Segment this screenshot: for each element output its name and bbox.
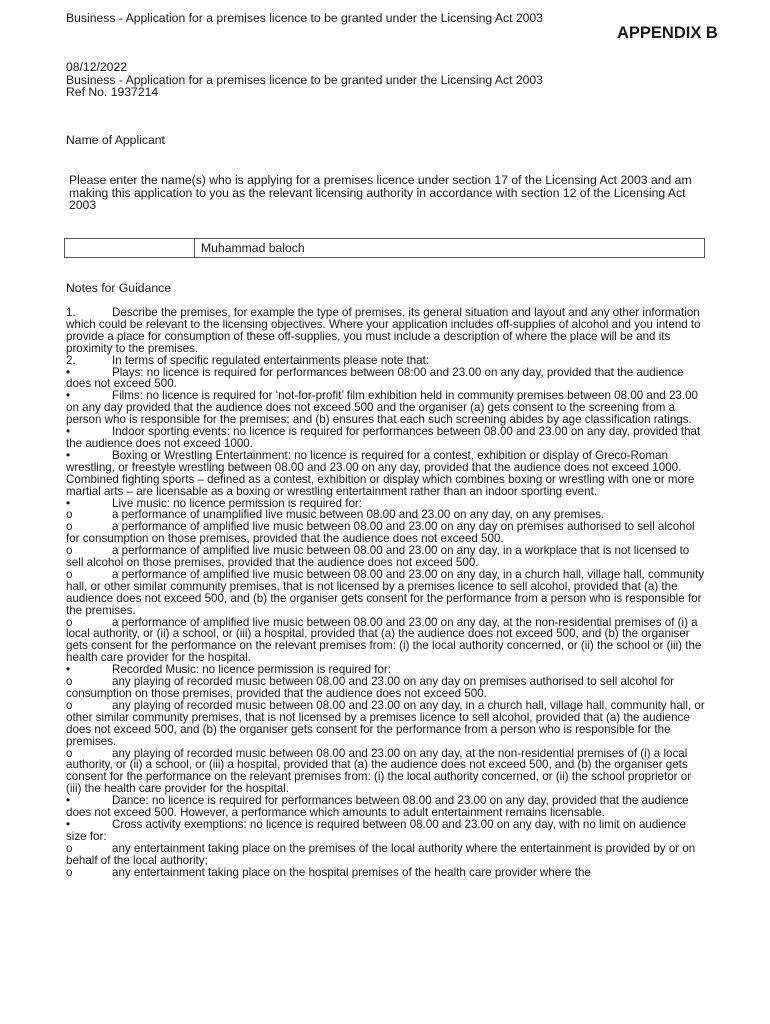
- note-text: a performance of amplified live music between 08.00 and 23.00 on any day on premises authorised to sell alcohol for consumption on those premises, provided that the audience does not exceed 500.: [66, 520, 695, 546]
- note-item: [66, 843, 706, 867]
- note-marker: •: [66, 425, 71, 439]
- reference-number: Ref No. 1937214: [66, 85, 159, 99]
- note-marker: •: [66, 663, 71, 677]
- note-text: Cross activity exemptions: no licence is required between 08.00 and 23.00 on any day, with no limit on audience size for:: [66, 817, 687, 843]
- note-item: [66, 450, 706, 498]
- note-marker: o: [66, 865, 73, 879]
- page-header: Business - Application for a premises licence to be granted under the Licensing Act 2003: [66, 11, 543, 25]
- note-item: [66, 367, 706, 391]
- document-title: Business - Application for a premises licence to be granted under the Licensing Act 2003: [66, 72, 543, 87]
- note-marker: 2.: [66, 353, 76, 367]
- note-text: Indoor sporting events: no licence is required for performances between 08.00 and 23.00 on any day, provided that the audience does not exceed 1000.: [66, 425, 701, 450]
- note-marker: o: [66, 675, 73, 689]
- field-divider: [194, 239, 195, 257]
- note-marker: o: [66, 544, 73, 558]
- notes-heading: Notes for Guidance: [66, 281, 172, 295]
- note-text: a performance of amplified live music between 08.00 and 23.00 on any day, in a workplace that is not licensed to sell alcohol on those premises, provided that the audience does not exceed 500.: [66, 544, 690, 570]
- note-marker: o: [66, 746, 73, 760]
- note-text: any entertainment taking place on the hospital premises of the health care provider where the: [112, 865, 591, 879]
- note-item: [66, 867, 706, 879]
- note-text: any playing of recorded music between 08.00 and 23.00 on any day, in a church hall, village hall, community hall, or other similar community premises, that is not licensed by a premises licence to sell alcohol, provided that (a) the audience does not exceed 500, and (b) the organiser gets consent for the performance from a person who is responsible for the premises.: [66, 698, 705, 748]
- notes-list: [66, 307, 706, 879]
- note-item: [66, 521, 706, 545]
- note-item: [66, 819, 706, 843]
- note-text: Describe the premises, for example the type of premises, its general situation and layout and any other information which could be relevant to the licensing objectives. Where your application includes off-supplies of alcohol and you intend to provide a place for consumption of these off-supplies, you must include a description of where the place will be and its proximity to the premises.: [66, 306, 701, 355]
- note-text: In terms of specific regulated entertainments please note that:: [112, 353, 430, 367]
- applicant-name-field: [64, 238, 705, 258]
- note-item: [66, 617, 706, 665]
- note-item: [66, 307, 706, 355]
- note-marker: •: [66, 496, 71, 510]
- note-text: Films: no licence is required for ‘not-for-profit’ film exhibition held in community premises between 08.00 and 23.00 on any day provided that the audience does not exceed 500 and the organiser (a) gets consent to the screening from a person who is responsible for the premises; and (b) ensures that each such screening abides by age classification ratings.: [66, 389, 698, 427]
- note-text: any playing of recorded music between 08.00 and 23.00 on any day, at the non-residential premises of (i) a local authority, or (ii) a school, or (iii) a hospital, provided that (a) the audience does not exceed 500, and (b) the organiser gets consent for the performance on the relevant premises from: (i) the local authority concerned, or (ii) the school proprietor or (iii) the health care provider for the hospital.: [66, 746, 692, 796]
- document-date: 08/12/2022: [66, 60, 127, 74]
- note-text: Plays: no licence is required for performances between 08:00 and 23.00 on any day, provided that the audience does not exceed 500.: [66, 365, 684, 391]
- note-text: a performance of amplified live music between 08.00 and 23.00 on any day, at the non-residential premises of (i) a local authority, or (ii) a school, or (iii) a hospital, provided that (a) the audience does not exceed 500, and (b) the organiser gets consent for the performance on the relevant premises from: (i) the local authority concerned, or (ii) the school or (iii) the health care provider for the hospital.: [66, 615, 702, 665]
- note-marker: o: [66, 698, 73, 712]
- note-marker: o: [66, 508, 73, 522]
- note-text: Boxing or Wrestling Entertainment: no licence is required for a contest, exhibition or display of Greco-Roman wrestling, or freestyle wrestling between 08.00 and 23.00 on any day, provided that the audience does not exceed 1000. Combined fighting sports – defined as a contest, exhibition or display which combines boxing or wrestling with one or more martial arts – are licensable as a boxing or wrestling entertainment rather than an indoor sporting event.: [66, 448, 695, 498]
- applicant-name-value: Muhammad baloch: [201, 241, 305, 255]
- note-marker: •: [66, 389, 71, 403]
- note-marker: o: [66, 615, 73, 629]
- note-marker: o: [66, 567, 73, 581]
- note-marker: •: [66, 817, 71, 831]
- appendix-label: APPENDIX B: [617, 24, 718, 42]
- note-marker: •: [66, 365, 71, 379]
- note-item: [66, 700, 706, 748]
- note-text: any playing of recorded music between 08.00 and 23.00 on any day on premises authorised to sell alcohol for consumption on those premises, provided that the audience does not exceed 500.: [66, 675, 675, 700]
- applicant-heading: Name of Applicant: [66, 133, 165, 147]
- note-item: [66, 795, 706, 819]
- note-marker: •: [66, 794, 71, 808]
- note-marker: o: [66, 841, 73, 855]
- note-item: [66, 545, 706, 569]
- note-text: Dance: no licence is required for performances between 08.00 and 23.00 on any day, provided that the audience does not exceed 500. However, a performance which amounts to adult entertainment remains licensable.: [66, 794, 689, 820]
- note-text: a performance of unamplified live music between 08.00 and 23.00 on any day, on any premises.: [112, 508, 605, 522]
- note-marker: 1.: [66, 306, 76, 319]
- note-marker: •: [66, 448, 71, 462]
- note-item: [66, 426, 706, 450]
- applicant-instruction: Please enter the name(s) who is applying for a premises licence under section 17 of the Licensing Act 2003 and am making this application to you as the relevant licensing authority in accordance with section 12 of the Licensing Act 2003: [69, 173, 692, 212]
- note-item: [66, 390, 706, 426]
- note-marker: o: [66, 520, 73, 534]
- note-text: Live music: no licence permission is required for:: [112, 496, 363, 510]
- note-text: Recorded Music: no licence permission is required for:: [112, 663, 392, 677]
- note-text: a performance of amplified live music between 08.00 and 23.00 on any day, in a church hall, village hall, community hall, or other similar community premises, that is not licensed by a premises licence to sell alcohol, provided that (a) the audience does not exceed 500, and (b) the organiser gets consent for the performance from a person who is responsible for the premises.: [66, 567, 705, 617]
- note-item: [66, 569, 706, 617]
- note-text: any entertainment taking place on the premises of the local authority where the entertainment is provided by or on behalf of the local authority;: [66, 841, 696, 867]
- note-item: [66, 748, 706, 796]
- note-item: [66, 676, 706, 700]
- document-meta: [66, 61, 543, 99]
